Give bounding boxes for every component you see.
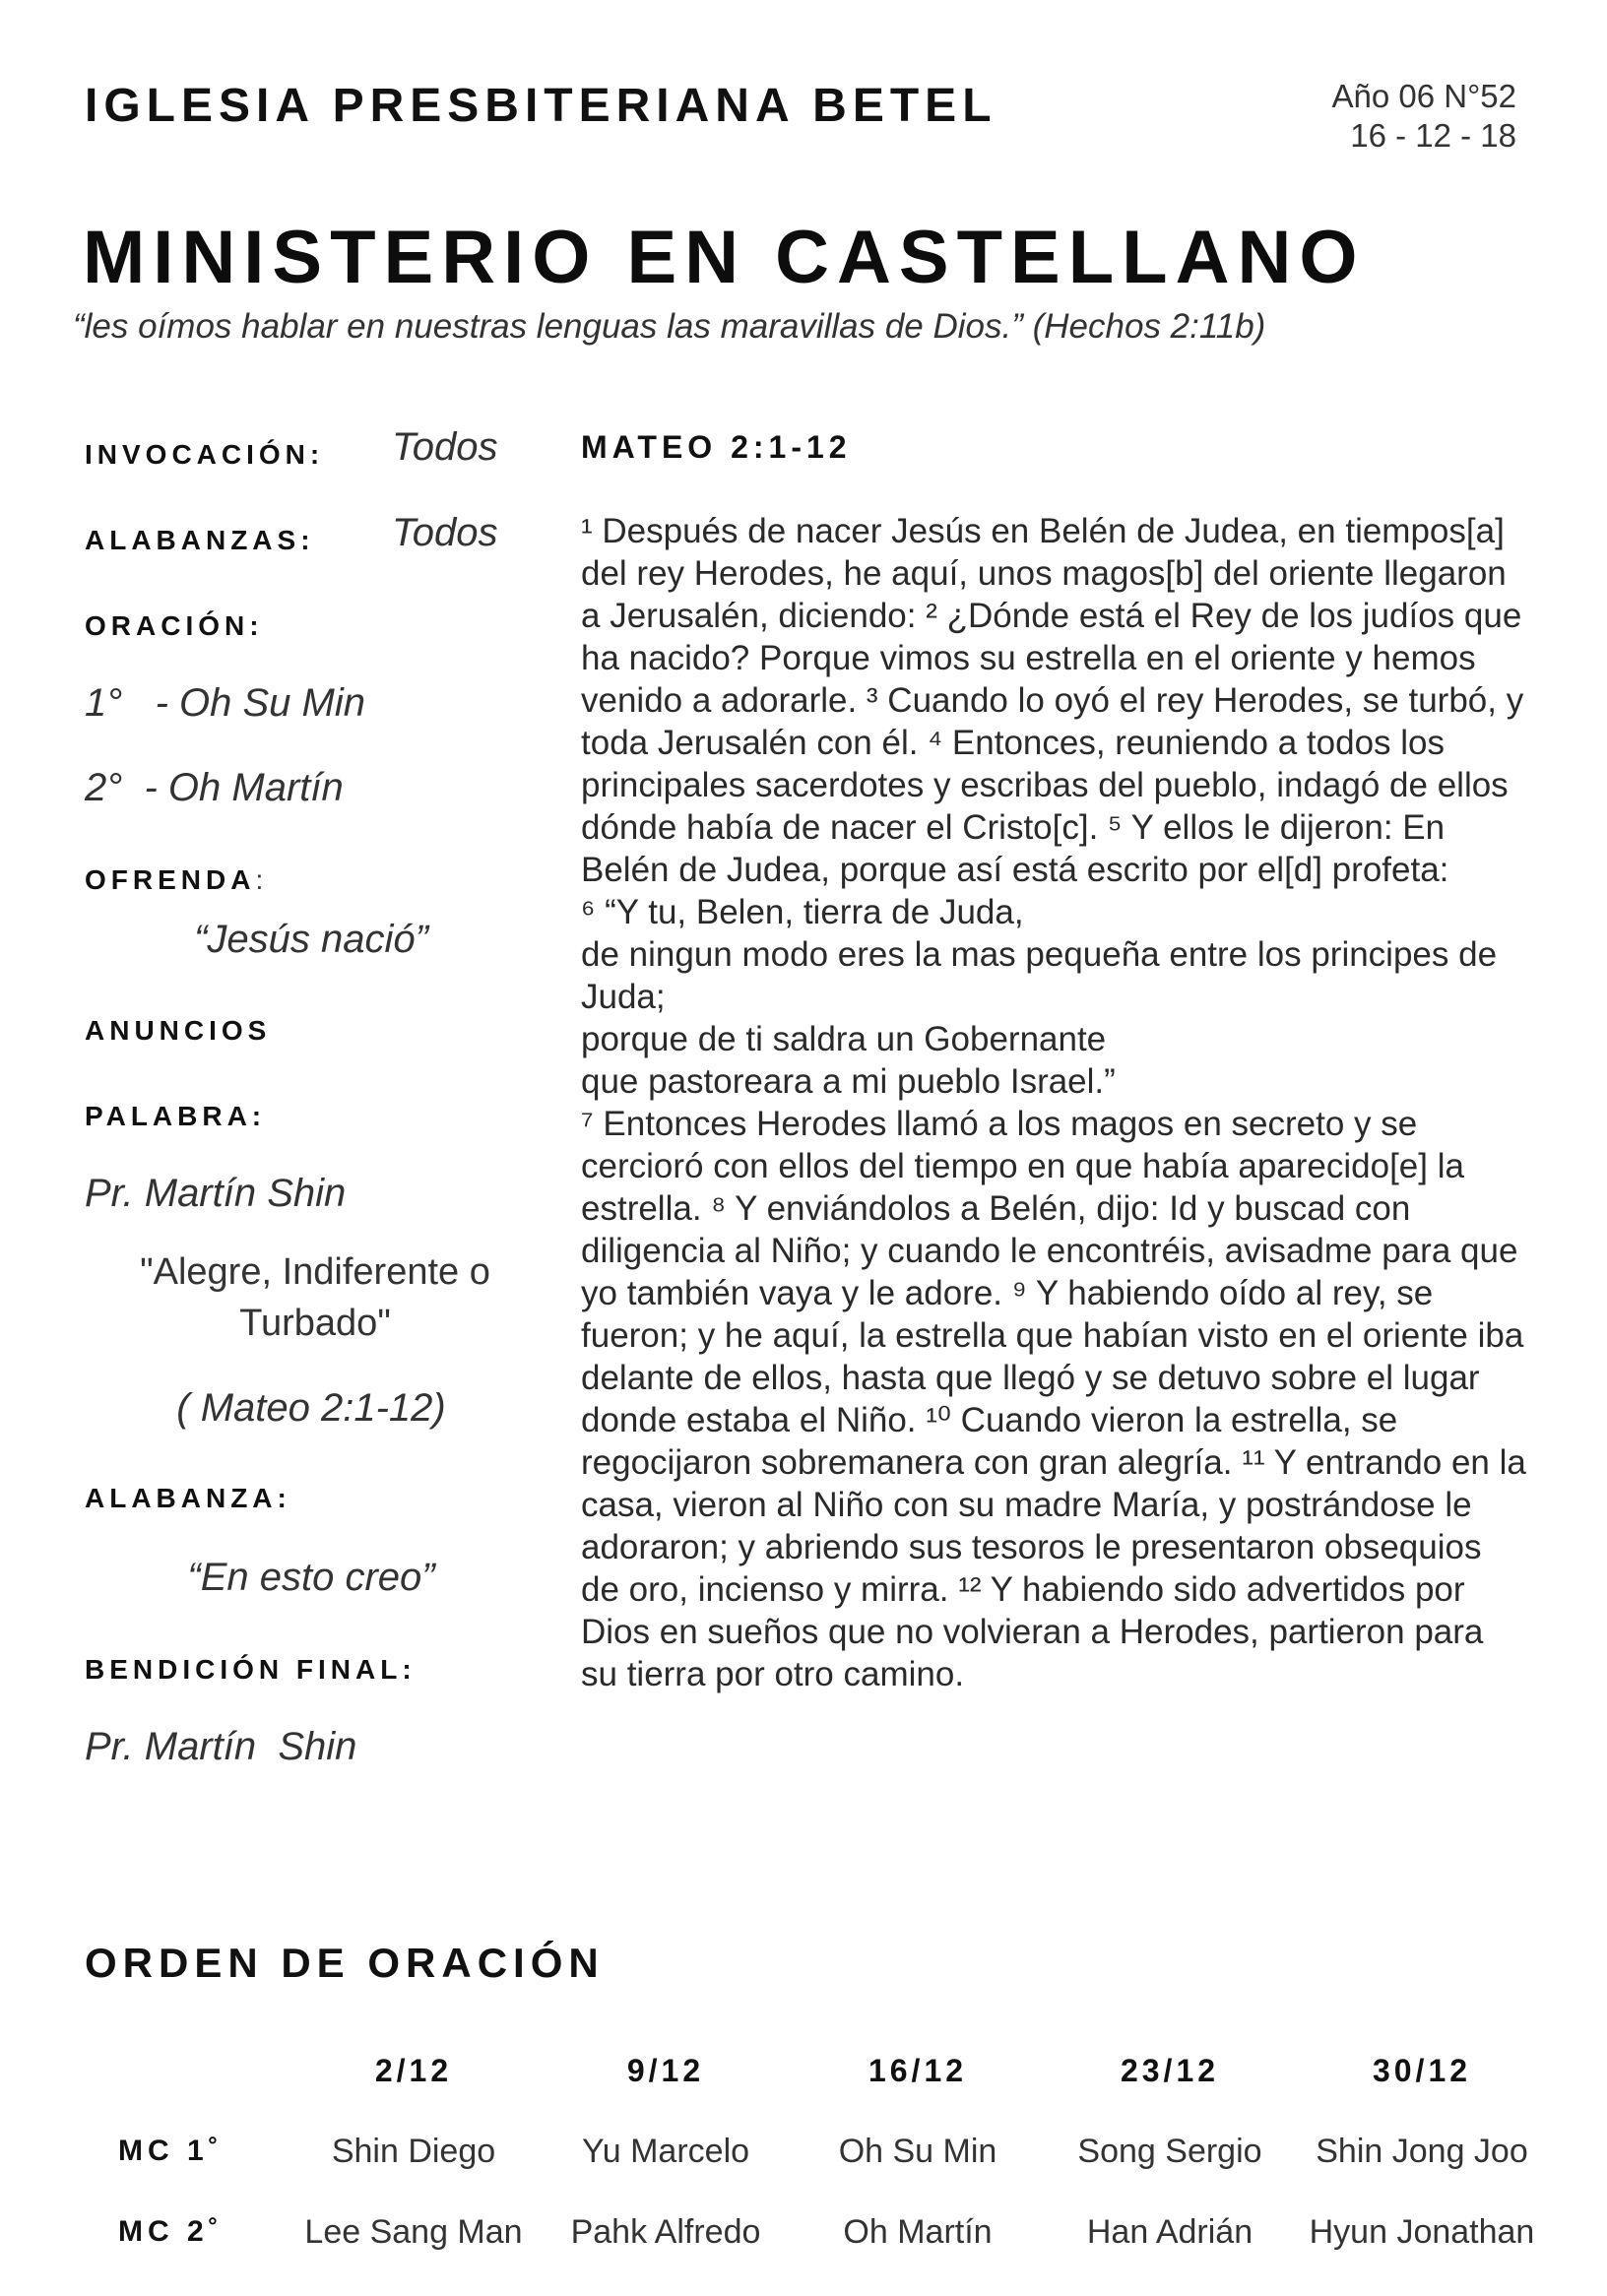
palabra-preacher: Pr. Martín Shin: [85, 1172, 347, 1215]
row-label: MC 2˚: [118, 2215, 224, 2248]
ofrenda-value: “Jesús nació”: [194, 918, 428, 961]
alabanza-value: “En esto creo”: [187, 1556, 435, 1599]
alabanzas-value: Todos: [392, 511, 498, 554]
oracion-item-2: 2° - Oh Martín: [85, 766, 344, 809]
oracion-label: ORACIÓN:: [85, 610, 264, 641]
invocacion-label: INVOCACIÓN:: [85, 439, 325, 470]
date-header: 9/12: [626, 2052, 705, 2088]
issue-number: Año 06 N°52: [1331, 78, 1516, 114]
table-cell: Shin Jong Joo: [1316, 2132, 1528, 2170]
issue-date: 16 - 12 - 18: [1350, 117, 1516, 154]
anuncios-label: ANUNCIOS: [85, 1015, 272, 1046]
row-label: MC 1˚: [118, 2135, 224, 2167]
alabanzas-label: ALABANZAS:: [85, 525, 315, 555]
reading-paragraph: de ningun modo eres la mas pequeña entre los principes de Juda;: [581, 935, 1498, 1016]
table-cell: Yu Marcelo: [581, 2132, 750, 2170]
table-cell: Han Adrián: [1086, 2212, 1253, 2251]
bendicion-value: Pr. Martín Shin: [85, 1725, 357, 1768]
table-row: [85, 2111, 1548, 2192]
table-corner: [85, 2030, 288, 2111]
page-title: MINISTERIO EN CASTELLANO: [83, 216, 1366, 299]
reading-paragraph: ⁶ “Y tu, Belen, tierra de Juda,: [581, 893, 1024, 931]
reading-paragraph: ¹ Después de nacer Jesús en Belén de Judea, en tiempos[a] del rey Herodes, he aquí, unos magos[b] del oriente llegaron a Jerusalén, diciendo: ² ¿Dónde está el Rey de los judíos que ha nacido? Porque vimos su estrella en el oriente y hemos venido a adorarle. ³ Cuando lo oyó el rey Herodes, se turbó, y toda Jerusalén con él. ⁴ Entonces, reuniendo a todos los principales sacerdotes y escribas del pueblo, indagó de ellos dónde había de nacer el Cristo[c]. ⁵ Y ellos le dijeron: En Belén de Judea, porque así está escrito por el[d] profeta:: [581, 512, 1524, 889]
table-cell: Pahk Alfredo: [570, 2212, 761, 2251]
reading-paragraph: que pastoreara a mi pueblo Israel.”: [581, 1062, 1116, 1101]
table-cell: Song Sergio: [1077, 2132, 1262, 2170]
oracion-item-1: 1° - Oh Su Min: [85, 681, 365, 725]
reading-text: [581, 510, 1526, 1695]
issue-info: [1332, 77, 1517, 156]
subtitle-quote: “les oímos hablar en nuestras lenguas las maravillas de Dios.” (Hechos 2:11b): [73, 307, 1266, 346]
table-row: [85, 2192, 1548, 2272]
table-cell: Oh Su Min: [838, 2132, 997, 2170]
table-cell: Lee Sang Man: [304, 2212, 523, 2251]
church-name: IGLESIA PRESBITERIANA BETEL: [85, 80, 997, 132]
palabra-label: PALABRA:: [85, 1101, 267, 1131]
reading-paragraph: porque de ti saldra un Gobernante: [581, 1020, 1107, 1058]
date-header: 30/12: [1372, 2052, 1472, 2088]
prayer-order-title: ORDEN DE ORACIÓN: [85, 1940, 605, 1986]
prayer-order-table: [85, 2030, 1548, 2272]
date-header: 23/12: [1120, 2052, 1220, 2088]
ofrenda-label-wrap: [85, 864, 263, 896]
date-header: 2/12: [374, 2052, 453, 2088]
bendicion-label: BENDICIÓN FINAL:: [85, 1654, 417, 1685]
ofrenda-label: OFRENDA: [85, 864, 256, 895]
table-cell: Oh Martín: [843, 2212, 993, 2251]
reading-title: MATEO 2:1-12: [581, 429, 852, 465]
date-header: 16/12: [868, 2052, 968, 2088]
sermon-reference: ( Mateo 2:1-12): [176, 1386, 446, 1430]
ofrenda-colon: :: [255, 864, 264, 895]
invocacion-value: Todos: [392, 425, 498, 469]
table-cell: Hyun Jonathan: [1309, 2212, 1535, 2251]
sermon-title: "Alegre, Indiferente o Turbado": [140, 1251, 490, 1344]
reading-paragraph: ⁷ Entonces Herodes llamó a los magos en secreto y se cercioró con ellos del tiempo en que había aparecido[e] la estrella. ⁸ Y enviándolos a Belén, dijo: Id y buscad con diligencia al Niño; y cuando le encontréis, avisadme para que yo también vaya y le adore. ⁹ Y habiendo oído al rey, se fueron; y he aquí, la estrella que habían visto en el oriente iba delante de ellos, hasta que llegó y se detuvo sobre el lugar donde estaba el Niño. ¹⁰ Cuando vieron la estrella, se regocijaron sobremanera con gran alegría. ¹¹ Y entrando en la casa, vieron al Niño con su madre María, y postrándose le adoraron; y abriendo sus tesoros le presentaron obsequios de oro, incienso y mirra. ¹² Y habiendo sido advertidos por Dios en sueños que no volvieran a Herodes, partieron para su tierra por otro camino.: [581, 1105, 1526, 1693]
alabanza-label: ALABANZA:: [85, 1483, 291, 1513]
table-header-row: [85, 2030, 1548, 2111]
table-cell: Shin Diego: [331, 2132, 496, 2170]
